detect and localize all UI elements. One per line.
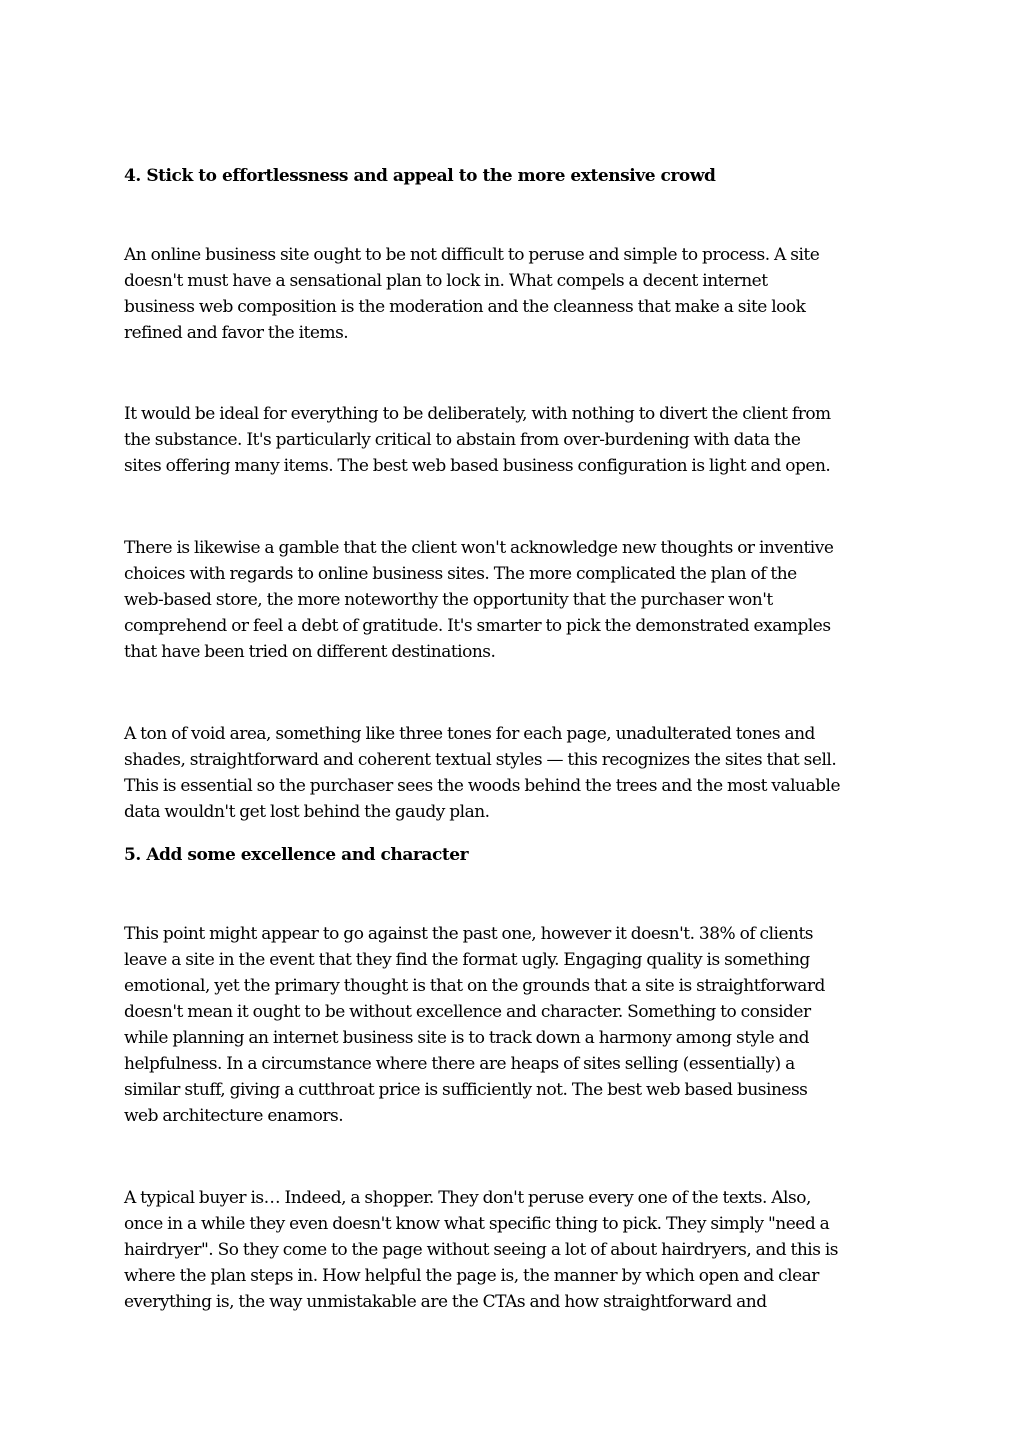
text-line: sites offering many items. The best web based business configuration is light and open. (124, 456, 831, 476)
text-line: A ton of void area, something like three tones for each page, unadulterated tones and (124, 724, 815, 744)
text-line: This point might appear to go against the past one, however it doesn't. 38% of clients (124, 924, 814, 944)
text-line: There is likewise a gamble that the client won't acknowledge new thoughts or inventive (124, 538, 834, 558)
section-heading-simplicity: 4. Stick to effortlessness and appeal to the more extensive crowd (124, 166, 716, 186)
text-line: web architecture enamors. (124, 1106, 344, 1126)
text-line: It would be ideal for everything to be deliberately, with nothing to divert the client from (124, 404, 831, 424)
text-line: leave a site in the event that they find the format ugly. Engaging quality is something (124, 950, 810, 970)
paragraph-simplicity-gamble (124, 535, 904, 665)
text-line: A typical buyer is… Indeed, a shopper. They don't peruse every one of the texts. Also, (124, 1188, 811, 1208)
text-line: while planning an internet business site is to track down a harmony among style and (124, 1028, 809, 1048)
text-line: everything is, the way unmistakable are the CTAs and how straightforward and (124, 1292, 767, 1312)
text-line: An online business site ought to be not difficult to peruse and simple to process. A site (124, 245, 820, 265)
text-line: data wouldn't get lost behind the gaudy plan. (124, 802, 490, 822)
text-line: where the plan steps in. How helpful the page is, the manner by which open and clear (124, 1266, 819, 1286)
text-line: helpfulness. In a circumstance where there are heaps of sites selling (essentially) a (124, 1054, 795, 1074)
document-page (124, 0, 904, 1449)
text-line: emotional, yet the primary thought is that on the grounds that a site is straightforward (124, 976, 825, 996)
text-line: once in a while they even doesn't know what specific thing to pick. They simply "need a (124, 1214, 830, 1234)
section-heading-character: 5. Add some excellence and character (124, 845, 469, 865)
text-line: that have been tried on different destinations. (124, 642, 496, 662)
text-line: choices with regards to online business sites. The more complicated the plan of the (124, 564, 797, 584)
paragraph-simplicity-deliberate (124, 401, 904, 479)
text-line: refined and favor the items. (124, 323, 349, 343)
text-line: web-based store, the more noteworthy the opportunity that the purchaser won't (124, 590, 773, 610)
text-line: doesn't must have a sensational plan to lock in. What compels a decent internet (124, 271, 768, 291)
paragraph-simplicity-intro (124, 242, 904, 346)
text-line: the substance. It's particularly critical to abstain from over-burdening with data the (124, 430, 801, 450)
text-line: shades, straightforward and coherent textual styles — this recognizes the sites that sell. (124, 750, 837, 770)
paragraph-simplicity-void-area (124, 721, 904, 825)
text-line: doesn't mean it ought to be without excellence and character. Something to consider (124, 1002, 811, 1022)
text-line: This is essential so the purchaser sees the woods behind the trees and the most valuable (124, 776, 840, 796)
text-line: comprehend or feel a debt of gratitude. It's smarter to pick the demonstrated examples (124, 616, 831, 636)
text-line: hairdryer". So they come to the page without seeing a lot of about hairdryers, and this is (124, 1240, 839, 1260)
paragraph-character-buyer (124, 1185, 904, 1315)
text-line: similar stuff, giving a cutthroat price is sufficiently not. The best web based business (124, 1080, 808, 1100)
paragraph-character-point (124, 921, 904, 1129)
text-line: business web composition is the moderation and the cleanness that make a site look (124, 297, 806, 317)
